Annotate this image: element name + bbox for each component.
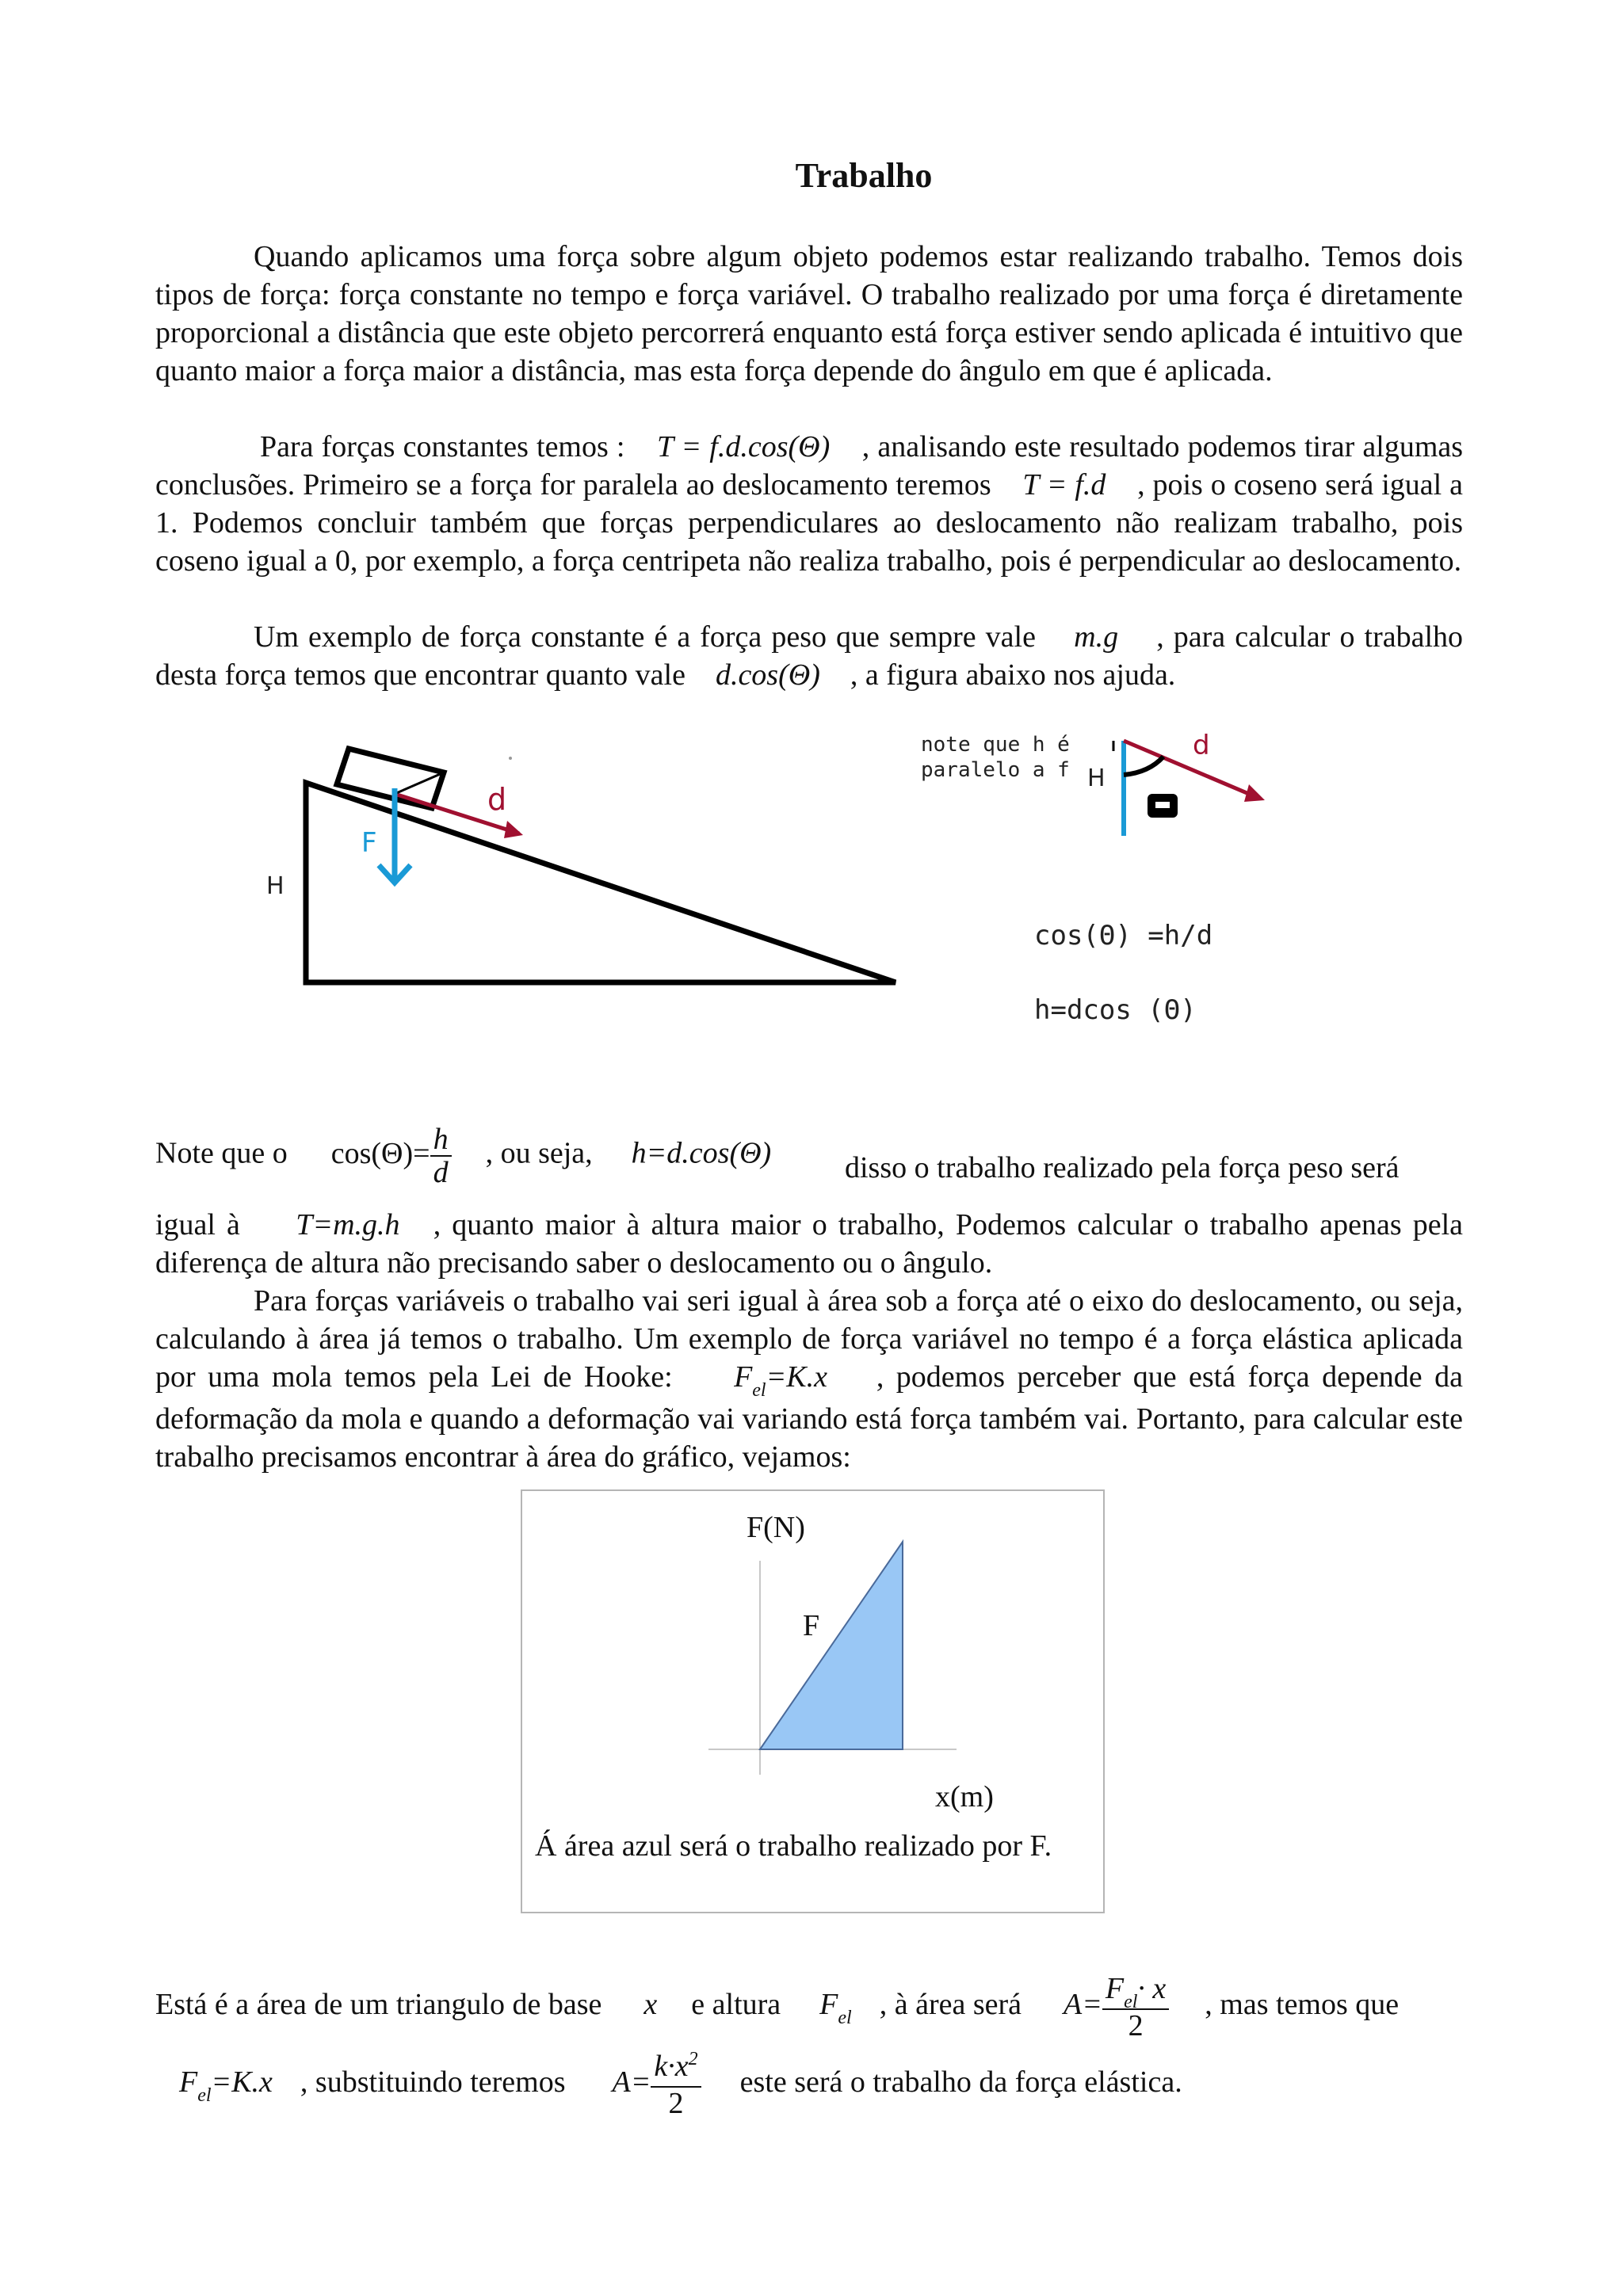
text-segment: Para forças variáveis o trabalho vai seri igual à área sob a força até o eixo do deslocamento, ou seja, calculando à área já temos o trabalho. Um exemplo de força variável no tempo é a força elástica aplicada por uma mola temos pela Lei de Hooke: <box>155 1284 1463 1394</box>
angle-arc <box>1124 757 1163 775</box>
text-segment: igual à <box>155 1208 240 1241</box>
paragraph-triangle-area <box>155 1973 1399 2042</box>
label-H: H <box>266 872 285 900</box>
fraction-denominator: d <box>433 1156 449 1189</box>
text-segment: , à área será <box>879 1988 1022 2022</box>
fraction-numerator: h <box>430 1123 452 1157</box>
displacement-arrowhead <box>504 821 523 838</box>
equation-weight: m.g <box>1074 620 1119 654</box>
paragraph-intro-text: Quando aplicamos uma força sobre algum objeto podemos estar realizando trabalho. Temos dois tipos de força: força constante no tempo e força variável. O trabalho realizado por uma força é diretamente proporcional a distância que este objeto percorrerá enquanto está força estiver sendo aplicada é intuitivo que quanto maior a força maior a distância, mas esta força depende do ângulo em que é aplicada. <box>155 240 1463 387</box>
text-segment: , substituindo teremos <box>300 2065 566 2100</box>
note-line1: note que h é <box>921 733 1070 757</box>
text-segment: , ou seja, <box>485 1136 593 1170</box>
Fel-subscript: el <box>838 2008 852 2029</box>
variable-Fel <box>819 1988 852 2029</box>
equation-work-parallel: T = f.d <box>1022 468 1106 502</box>
text-segment: , pois o coseno será igual a 1. Podemos concluir também que forças perpendiculares ao deslocamento não realizam trabalho, pois coseno igual a 0, por exemplo, a força centripeta não realiza trabalho, pois é perpendicular ao deslocamento. <box>155 468 1463 578</box>
text-segment: Para forças constantes temos : <box>260 430 625 463</box>
equation-hooke-2 <box>179 2065 273 2107</box>
hooke-subscript: el <box>752 1380 766 1401</box>
text-segment: , quanto maior à altura maior o trabalho, Podemos calcular o trabalho apenas pela diferença de altura não precisando saber o deslocamento ou o ângulo. <box>155 1208 1464 1280</box>
Fel-F: F <box>819 1988 838 2022</box>
paragraph-weight-example <box>155 618 1463 694</box>
elastic-exponent: 2 <box>688 2049 698 2069</box>
incline-figure <box>0 713 1623 1046</box>
elastic-denominator: 2 <box>668 2087 684 2120</box>
text-segment: , analisando este resultado podemos tirar algumas conclusões. Primeiro se a força for paralela ao deslocamento teremos <box>155 430 1464 502</box>
area-denominator: 2 <box>1128 2009 1144 2042</box>
equation-elastic-work <box>612 2049 701 2120</box>
formula-cos: cos(Θ) =h/d <box>1034 920 1213 952</box>
label-F: F <box>361 827 377 859</box>
paragraph-note-line1-end <box>845 1149 1463 1187</box>
text-segment: Um exemplo de força constante é a força peso que sempre vale <box>254 620 1036 654</box>
elastic-numerator: k·x <box>654 2050 689 2083</box>
hooke-rest: =K.x <box>766 1360 827 1394</box>
hooke2-rest: =K.x <box>211 2065 273 2100</box>
text-segment: Está é a área de um triangulo de base <box>155 1988 602 2022</box>
hooke2-subscript: el <box>197 2085 212 2107</box>
equation-cos-lhs: cos(Θ)= <box>330 1136 430 1170</box>
text-segment: Note que o <box>155 1136 288 1170</box>
equation-area <box>1064 1972 1169 2042</box>
area-num-subscript: el <box>1124 1992 1138 2012</box>
equation-hooke <box>734 1360 827 1401</box>
label-d: d <box>487 782 507 817</box>
detail-d-arrowhead <box>1244 784 1265 802</box>
page-title: Trabalho <box>795 156 933 195</box>
equation-work: T = f.d.cos(Θ) <box>656 430 831 463</box>
equation-dcos: d.cos(Θ) <box>715 658 820 692</box>
equation-weight-work: T=m.g.h <box>296 1208 400 1241</box>
text-segment: , mas temos que <box>1205 1988 1400 2022</box>
paragraph-note-rest <box>155 1206 1463 1282</box>
elastic-lhs: A= <box>612 2065 651 2100</box>
text-segment: , para calcular o trabalho desta força temos que encontrar quanto vale <box>155 620 1464 692</box>
text-segment: este será o trabalho da força elástica. <box>739 2065 1182 2100</box>
equation-cos-ratio <box>330 1123 452 1189</box>
hooke2-F: F <box>179 2065 198 2100</box>
variable-x: x <box>643 1988 658 2022</box>
hooke-F: F <box>734 1360 753 1394</box>
area-num-F: F <box>1105 1972 1125 2005</box>
text-segment: , podemos perceber que está força depende da deformação da mola e quando a deformação vai variando está força também vai. Portanto, para calcular este trabalho precisamos encontrar à área do gráfico, vejamos: <box>155 1360 1464 1474</box>
formula-h: h=dcos (Θ) <box>1034 994 1197 1026</box>
y-axis-label: F(N) <box>747 1511 805 1544</box>
paragraph-intro <box>155 238 1463 390</box>
force-label: F <box>803 1609 820 1642</box>
paragraph-constant-forces <box>155 428 1463 580</box>
area-lhs: A= <box>1064 1988 1102 2022</box>
paragraph-note-line1 <box>155 1123 798 1188</box>
text-segment: , a figura abaixo nos ajuda. <box>850 658 1176 692</box>
work-area-triangle <box>760 1542 903 1749</box>
text-segment: disso o trabalho realizado pela força peso será <box>845 1151 1400 1184</box>
paragraph-variable-forces <box>155 1282 1463 1476</box>
paragraph-elastic-work <box>179 2050 1182 2119</box>
force-graph-box <box>521 1489 1105 1913</box>
equation-h: h=d.cos(Θ) <box>631 1136 772 1170</box>
detail-H: H <box>1087 765 1106 792</box>
detail-d: d <box>1193 730 1210 761</box>
x-axis-label: x(m) <box>935 1780 994 1814</box>
note-line2: paralelo a f <box>921 758 1070 782</box>
graph-caption: Á área azul será o trabalho realizado por F. <box>535 1829 1052 1863</box>
text-segment: e altura <box>691 1988 781 2022</box>
area-num-rest: · x <box>1137 1972 1167 2005</box>
